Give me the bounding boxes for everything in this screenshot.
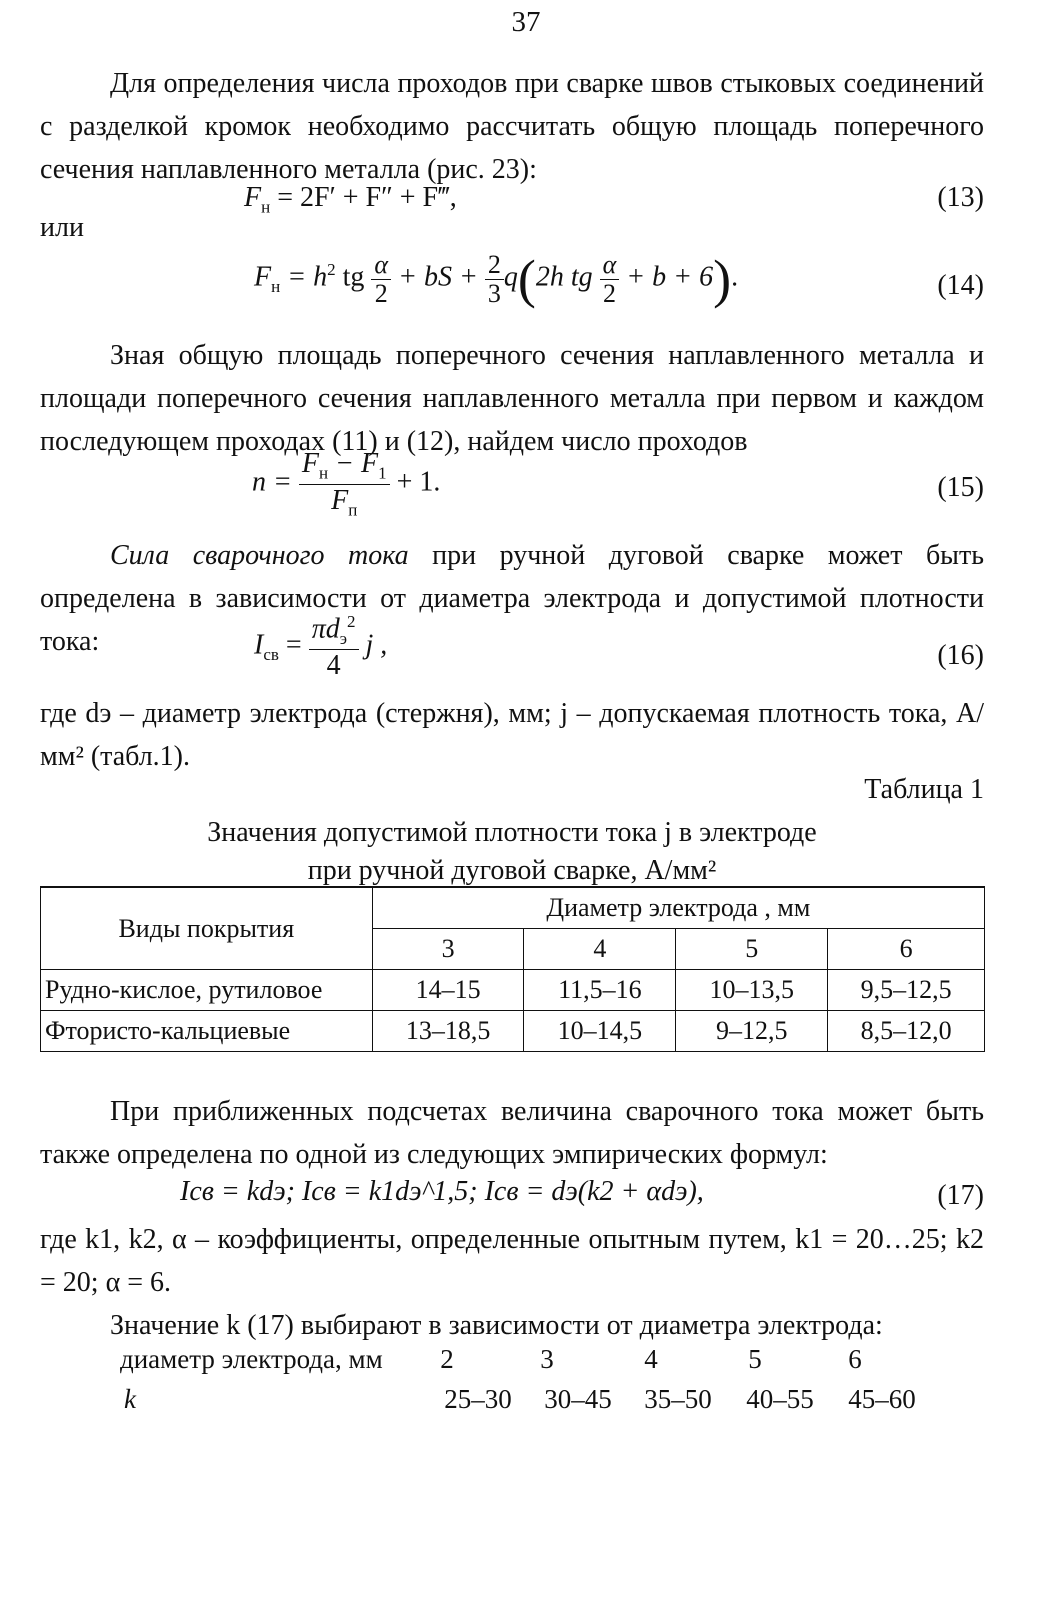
k-table-diameter: 6 (848, 1344, 862, 1374)
word-or: или (40, 212, 84, 243)
table-cell: 10–14,5 (524, 1011, 676, 1052)
table-cell: 14–15 (372, 970, 524, 1011)
k-table-diameter: 2 (440, 1344, 454, 1374)
paragraph-3: Сила сварочного тока при ручной дуговой сварке может быть определена в зависимости от диаметра электрода и допустимой плотности тока: (40, 540, 985, 657)
header-diameter: 4 (524, 929, 676, 970)
equation-15-number: (15) (937, 472, 984, 503)
table-cell: 9,5–12,5 (828, 970, 985, 1011)
header-diameter: 5 (676, 929, 828, 970)
equation-13: $F_н = 2F' + F''$ + F‴, (244, 182, 457, 217)
paragraph-2: Зная общую площадь поперечного сечения наплавленного металла и площади поперечного сечения наплавленного металла при первом и каждом последующем проходах (11) и (12), найдем число проходов (40, 340, 984, 457)
k-table-value: 45–60 (848, 1384, 916, 1414)
fraction-two-thirds: $\frac{2}{3}$ (485, 251, 504, 308)
table-row (41, 970, 985, 1011)
table-row (41, 1011, 985, 1052)
fraction-current: $\frac{\pi d_э^2}{4}$ (309, 612, 359, 682)
k-table-diameter: 4 (644, 1344, 658, 1374)
fraction-alpha-over-two: $\frac{\alpha}{2}$ (371, 251, 391, 308)
row-label: Рудно-кислое, рутиловое (41, 970, 373, 1011)
k-table-value: 40–55 (746, 1384, 814, 1414)
table-cell: 10–13,5 (676, 970, 828, 1011)
equation-16-number: (16) (937, 640, 984, 671)
equation-16: $I_{св}$ = $\frac{\pi d_э^2}{4}$ j , (254, 612, 388, 681)
equation-13-number: (13) (937, 182, 984, 213)
header-electrode-diameter: Диаметр электрода , мм (372, 887, 984, 929)
k-table-k-label: k (124, 1384, 136, 1414)
paragraph-5: При приближенных подсчетах величина сварочного тока может быть также определена по одной из следующих эмпирических формул: (40, 1096, 984, 1170)
table-title-line-2: при ручной дуговой сварке, А/мм² (307, 855, 717, 886)
k-table-value: 35–50 (644, 1384, 712, 1414)
table-cell: 8,5–12,0 (828, 1011, 985, 1052)
table-label: Таблица 1 (864, 774, 984, 805)
table-title-line-1: Значения допустимой плотности тока j в электроде (207, 817, 817, 848)
equation-17-number: (17) (937, 1180, 984, 1211)
k-table-value: 30–45 (544, 1384, 612, 1414)
paragraph-6: где k1, k2, α – коэффициенты, определенные опытным путем, k1 = 20…25; k2 = 20; α = 6. (40, 1224, 984, 1298)
k-table-diameter-label: диаметр электрода, мм (120, 1344, 383, 1374)
paragraph-7: Значение k (17) выбирают в зависимости от диаметра электрода: (110, 1310, 883, 1341)
fraction-alpha-over-two-inner: $\frac{\alpha}{2}$ (600, 251, 620, 308)
table-cell: 9–12,5 (676, 1011, 828, 1052)
equation-17: Iсв = kdэ; Iсв = k1dэ^1,5; Iсв = dэ(k2 + αdэ), (180, 1176, 704, 1207)
paragraph-1: Для определения числа проходов при сварке швов стыковых соединений с разделкой кромок необходимо рассчитать общую площадь поперечного сечения наплавленного металла (рис. 23): (40, 68, 984, 185)
header-diameter: 6 (828, 929, 985, 970)
paragraph-4: где dэ – диаметр электрода (стержня), мм; j – допускаемая плотность тока, А/мм² (табл.1). (40, 698, 984, 772)
equation-15: n = $\frac{F_н - F_1}{F_п}$ + 1. (252, 448, 441, 520)
k-table-diameter: 3 (540, 1344, 554, 1374)
header-coating-type: Виды покрытия (41, 887, 373, 970)
page-number: 37 (511, 6, 541, 38)
equation-14: $F_н = h^2$ tg $\frac{\alpha}{2}$ + bS + $\frac{2}{3}$ q(2h tg $\frac{\alpha}{2}$ + b + 6). (254, 249, 739, 309)
k-table-diameter: 5 (748, 1344, 762, 1374)
row-label: Фтористо-кальциевые (41, 1011, 373, 1052)
equation-14-number: (14) (937, 270, 984, 301)
header-diameter: 3 (372, 929, 524, 970)
fraction-passes: $\frac{F_н - F_1}{F_п}$ (299, 448, 390, 520)
table-cell: 11,5–16 (524, 970, 676, 1011)
current-density-table (40, 886, 985, 1052)
table-cell: 13–18,5 (372, 1011, 524, 1052)
k-table-value: 25–30 (444, 1384, 512, 1414)
